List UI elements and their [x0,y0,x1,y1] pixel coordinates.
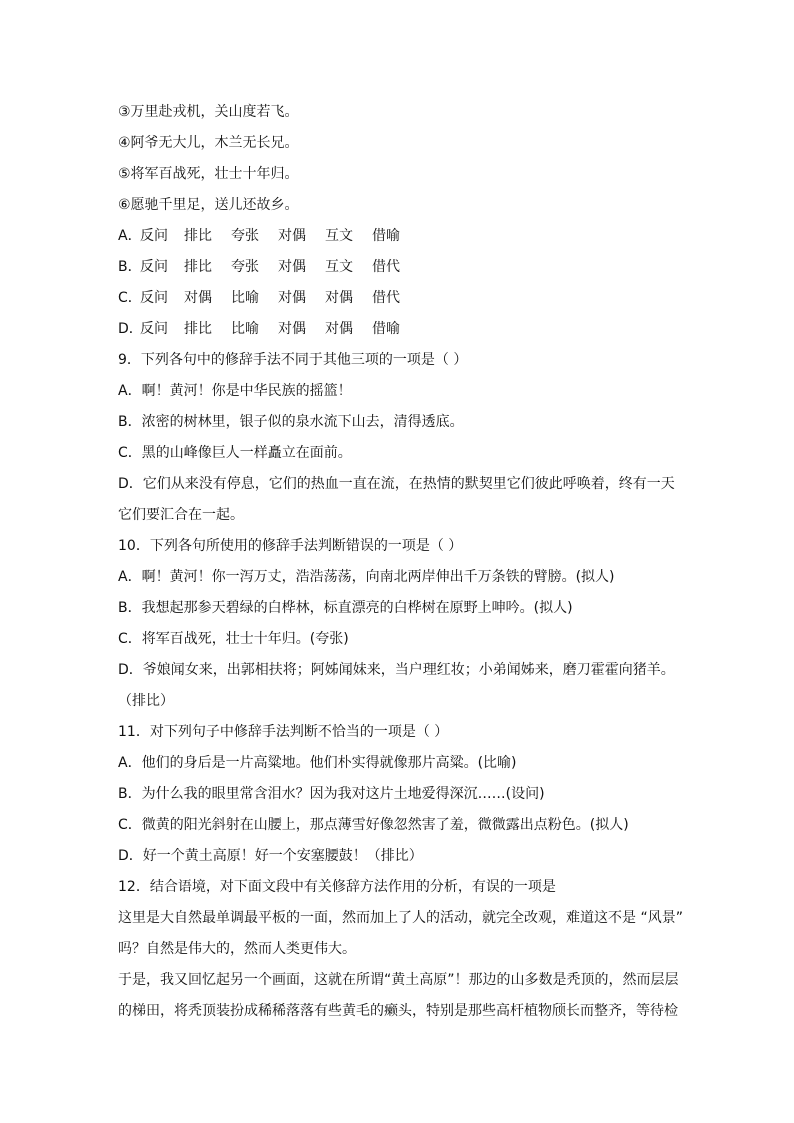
poem-line: ⑤将军百战死，壮士十年归。 [118,166,299,182]
question-option: B．为什么我的眼里常含泪水？因为我对这片土地爱得深沉……(设问) [118,786,545,802]
question-option: A．啊！黄河！你一泻万丈，浩浩荡荡，向南北两岸伸出千万条铁的臂膀。(拟人) [118,569,615,585]
option-item: 夸张 [231,228,259,244]
q8-option-d [118,314,678,345]
question-stem: 12．结合语境，对下面文段中有关修辞方法作用的分析，有误的一项是 [118,879,556,895]
question-10 [118,531,678,717]
option-letter: B． [118,259,142,275]
option-item: 比喻 [231,321,259,337]
option-letter: D． [118,321,143,337]
q8-options [118,221,678,345]
question-12 [118,872,683,1027]
question-option: A．他们的身后是一片高粱地。他们朴实得就像那片高粱。(比喻) [118,755,517,771]
question-stem: 11．对下列句子中修辞手法判断不恰当的一项是（ ） [118,724,449,740]
question-option: C．微黄的阳光斜射在山腰上，那点薄雪好像忽然害了羞，微微露出点粉色。(拟人) [118,817,629,833]
q8-option-c [118,283,678,314]
option-item: 对偶 [278,290,306,306]
poem-line: ⑥愿驰千里足，送儿还故乡。 [118,197,299,213]
option-item: 反问 [140,290,168,306]
passage-line: 的梯田，将秃顶装扮成稀稀落落有些黄毛的癞头，特别是那些高杆植物颀长而整齐，等待检 [118,1003,678,1019]
option-item: 反问 [140,228,168,244]
question-11 [118,717,678,872]
option-item: 排比 [184,259,212,275]
option-letter: C． [118,290,142,306]
question-option: D．好一个黄土高原！好一个安塞腰鼓！（排比） [118,848,423,864]
option-item: 排比 [184,228,212,244]
question-option: B．浓密的树林里，银子似的泉水流下山去，清得透底。 [118,414,464,430]
option-item: 对偶 [278,321,306,337]
poem-line: ④阿爷无大儿，木兰无长兄。 [118,135,299,151]
passage-line: 吗？自然是伟大的，然而人类更伟大。 [118,941,356,957]
option-item: 对偶 [325,321,353,337]
option-item: 对偶 [278,259,306,275]
option-item: 互文 [325,228,353,244]
question-option: C．将军百战死，壮士十年归。(夸张) [118,631,349,647]
question-option: B．我想起那参天碧绿的白桦林，标直漂亮的白桦树在原野上呻吟。(拟人) [118,600,573,616]
option-item: 互文 [325,259,353,275]
question-stem: 9．下列各句中的修辞手法不同于其他三项的一项是（ ） [118,352,468,368]
option-item: 比喻 [231,290,259,306]
q8-option-b [118,252,678,283]
poem-lines [118,97,678,221]
option-item: 借代 [372,259,400,275]
q8-option-a [118,221,678,252]
option-item: 排比 [184,321,212,337]
poem-line: ③万里赴戎机，关山度若飞。 [118,104,299,120]
option-item: 借代 [372,290,400,306]
question-option: A．啊！黄河！你是中华民族的摇篮！ [118,383,352,399]
question-option-continued: （排比） [118,693,174,709]
option-item: 夸张 [231,259,259,275]
option-item: 反问 [140,321,168,337]
option-item: 对偶 [184,290,212,306]
option-item: 借喻 [372,228,400,244]
question-option: D．爷娘闻女来，出郭相扶将；阿姊闻妹来，当户理红妆；小弟闻姊来，磨刀霍霍向猪羊。 [118,662,675,678]
question-option: C．黑的山峰像巨人一样矗立在面前。 [118,445,352,461]
question-option: D．它们从来没有停息，它们的热血一直在流，在热情的默契里它们彼此呼唤着，终有一天 [118,476,675,492]
question-9 [118,345,678,531]
option-item: 借喻 [372,321,400,337]
option-item: 对偶 [325,290,353,306]
passage-line: 于是，我又回忆起另一个画面，这就在所谓“黄土高原”！那边的山多数是秃顶的，然而层层 [118,972,679,988]
question-stem: 10．下列各句所使用的修辞手法判断错误的一项是（ ） [118,538,463,554]
option-letter: A． [118,228,142,244]
question-option-continued: 它们要汇合在一起。 [118,507,244,523]
passage-line: 这里是大自然最单调最平板的一面，然而加上了人的活动，就完全改观，难道这不是 “风景” [118,910,683,926]
option-item: 对偶 [278,228,306,244]
document-page [118,97,683,1027]
option-item: 反问 [140,259,168,275]
